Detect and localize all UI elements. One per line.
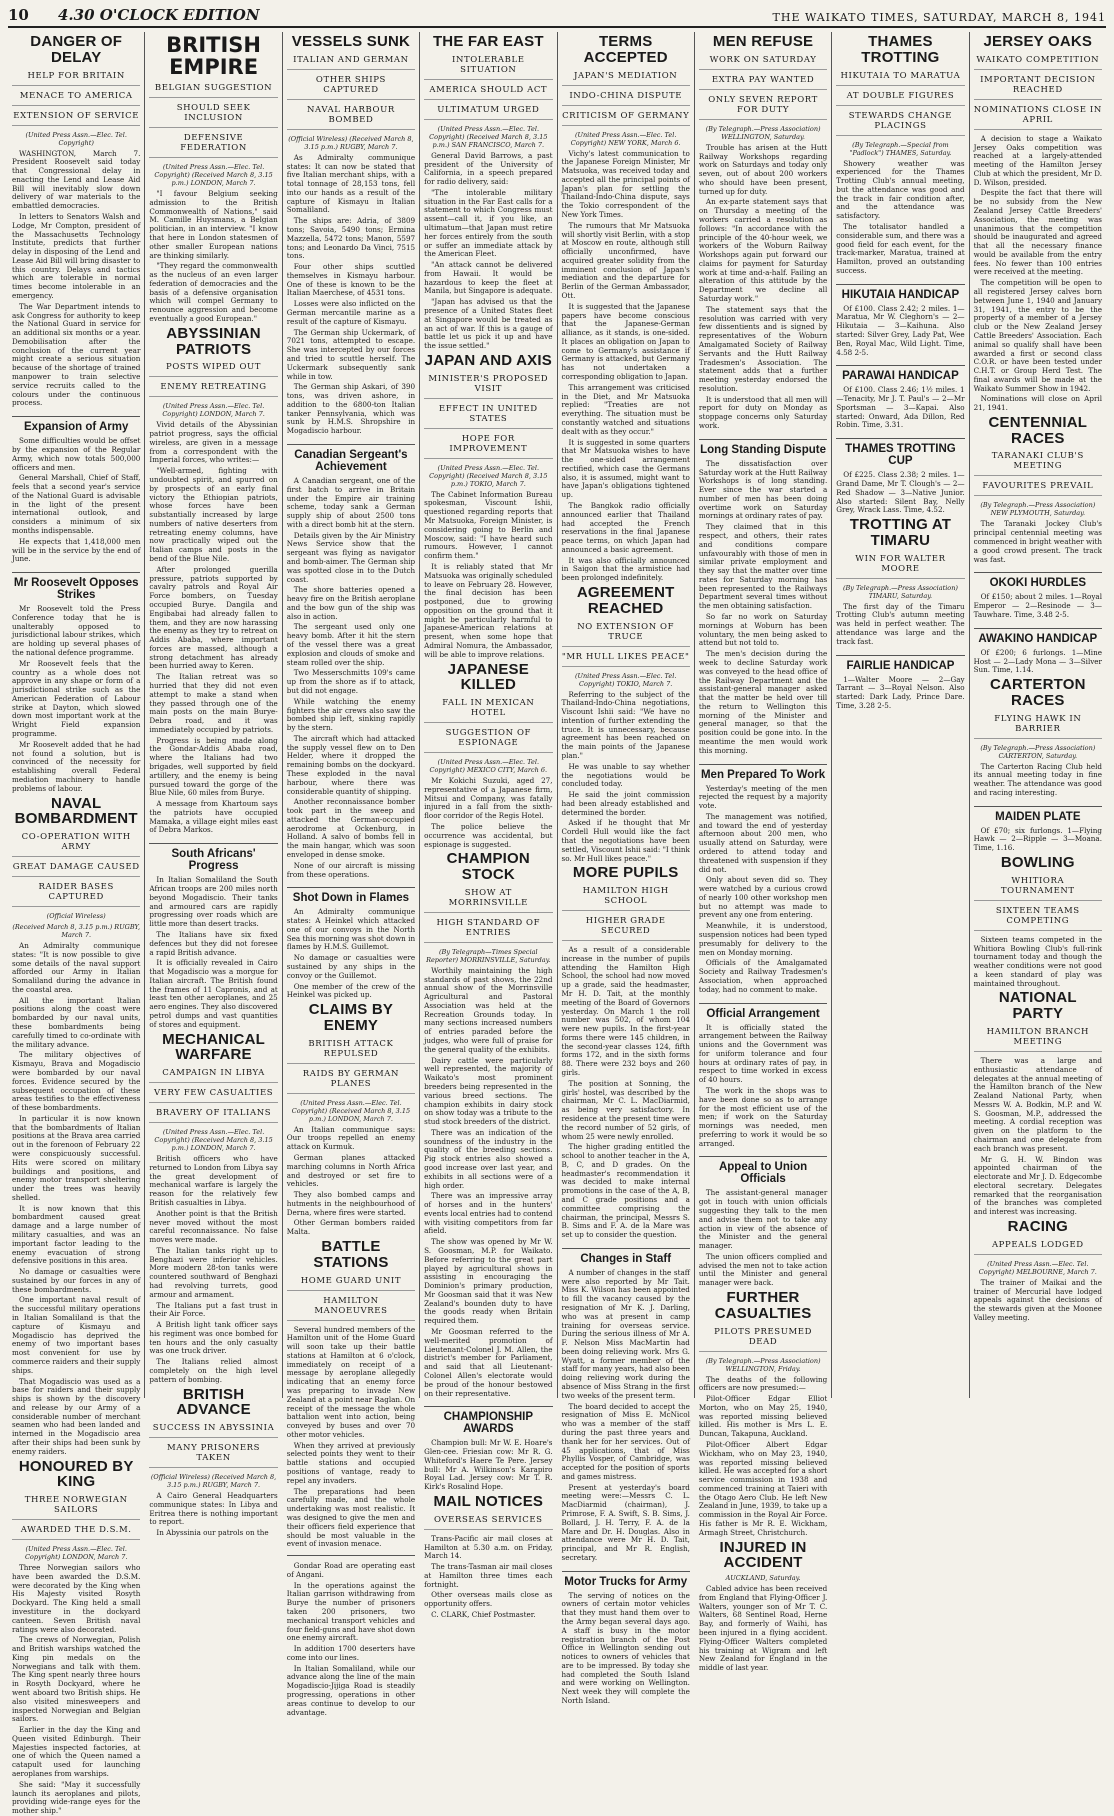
dateline-credit: (United Press Assn.—Elec. Tel. Copyright) (Received March 8, 3.15 p.m.) TOKIO, March 7. [429, 463, 548, 488]
subheadline: SHOULD SEEK INCLUSION [149, 103, 277, 128]
section-heading: MAIDEN PLATE [974, 806, 1102, 823]
article-paragraph: Yesterday's meeting of the men rejected the request by a majority vote. [698, 783, 828, 811]
article-paragraph: The German ship Uckermark, of 7021 tons, attempted to escape. She was intercepted by our forces and tried to scuttle herself. The Uckermark subsequently sank while in tow. [286, 327, 416, 381]
article-paragraph: The Cabinet Information Bureau spokesman, Viscount Ishii, questioned regarding reports that Mr Matsuoka, Foreign Minister, is considering going to Berlin and Moscow, said: "I have heard such rumours. However, I cannot confirm them." [424, 489, 553, 561]
dateline-credit: (By Telegraph.—Special from "Padlock") THAMES, Saturday. [849, 140, 952, 157]
article-paragraph: The sergeant used only one heavy bomb. After it hit the stern of the vessel there was a great explosion and clouds of smoke and steam rolled over the ship. [286, 622, 416, 667]
subheadline: NOMINATIONS CLOSE IN APRIL [974, 105, 1102, 130]
article-paragraph: The higher grading entitled the school to another teacher in the A, B, C, and D grades. On the headmaster's recommendation it was decided to make internal promotions in the case of the A, B, and C grade positions and a committee comprising the chairman, the principal, Messrs S. B. Sims and F. A. de la Mare was set up to consider the question. [561, 1142, 690, 1240]
section-heading: Appeal to Union Officials [699, 1156, 827, 1185]
dateline-credit: (By Telegraph—Times Special Reporter) MORRINSVILLE, Saturday. [426, 947, 551, 964]
article-paragraph: "Well-armed, fighting with undoubted spirit, and spurred on by prospects of an early final victory the Ethiopian patriots, whose forces have been substantially increased by large numbers of native deserters from retreating enemy columns, have now practically wiped out the Italian camps and posts in the bend of the Blue Nile. [149, 466, 278, 564]
article-paragraph: In Italian Somaliland, while our advance along the line of the main Mogadiscio-Jijiga Road is steadily progressing, operations in other areas continue to develop to our advantage. [286, 1663, 416, 1717]
article-paragraph: The show was opened by Mr W. S. Goosman, M.P. for Waikato. Before referring to the great part played by agricultural shows in assisting in encouraging the Dominion's primary production, Mr Goosman said that it was New Zealand's bounden duty to have the goods ready when Britain required them. [424, 1237, 553, 1326]
subheadline: WIN FOR WALTER MOORE [836, 554, 964, 579]
article-paragraph: The statement says that the resolution was carried with very few dissentients and is signed by representatives of the Woburn Amalgamated Society of Railway Servants and the Hutt Railway Tradesmen's Association. The statement adds that a further meeting yesterday endorsed the resolution. [698, 304, 828, 393]
headline: CLAIMS BY ENEMY [308, 1001, 394, 1034]
subheadline: HIGHER GRADE SECURED [562, 916, 690, 941]
headline: INJURED IN ACCIDENT [719, 1538, 807, 1572]
headline: THAMES TROTTING [861, 33, 940, 66]
subheadline: SUCCESS IN ABYSSINIA [149, 1423, 277, 1438]
article-paragraph: He was unable to say whether the negotiations would be concluded today. [561, 761, 690, 789]
article-paragraph: There was an impressive array of horses and in the hunters' events local entries had to contend with visiting competitors from far afield. [424, 1191, 553, 1236]
article-paragraph: The union officers complied and advised the men not to take action until the Minister and general manager were back. [698, 1251, 828, 1288]
article-paragraph: She said: "May it successfully launch its aeroplanes and pilots, providing wide-range eyes for the mother ship." [12, 1779, 141, 1816]
article-paragraph: There was an indication of the soundness of the industry in the quality of the breeding sections. Pig stock entries also showed a good increase over last year, and exhibits in all sections were of a high order. [424, 1127, 553, 1190]
subheadline: AMERICA SHOULD ACT [424, 85, 552, 100]
subheadline: HOPE FOR IMPROVEMENT [424, 434, 552, 459]
article-paragraph: The trainer of Maikai and the trainer of Mercurial have lodged appeals against the decisions of the stewards given at the Moonee Valley meeting. [973, 1277, 1102, 1322]
article-paragraph: Of £70; six furlongs. 1—Flying Hawk — 2—Ripple — 3—Moana. Time, 1.16. [973, 825, 1102, 853]
article-paragraph: They claimed that in this respect, and others, their rates and conditions compare unfavourably with those of men in similar private employment and they say that the matter over time rates for Saturday morning has been represented to the Railways Department several times without the men obtaining satisfaction. [698, 522, 828, 611]
article-paragraph: Vichy's latest communication to the Japanese Foreign Minister, Mr Matsuoka, was received today and accepted all the principal points of Japan's plan for settling the Thailand-Indo-China dispute, says the Tokio correspondent of the New York Times. [561, 148, 690, 219]
article-paragraph: The dissatisfaction over Saturday work at the Hutt Railway Workshops is of long standing. Ever since the war started a number of men has been doing overtime work on Saturday mornings at ordinary rates of pay. [698, 458, 828, 521]
article-paragraph: They also bombed camps and hutments in the neighbourhood of Derna, where fires were started. [286, 1190, 416, 1217]
subheadline: SUGGESTION OF ESPIONAGE [424, 728, 552, 753]
section-heading: Changes in Staff [562, 1248, 690, 1265]
subheadline: ITALIAN AND GERMAN [287, 55, 415, 70]
subheadline: "MR HULL LIKES PEACE" [562, 652, 690, 667]
article-paragraph: None of our aircraft is missing from these operations. [286, 860, 416, 879]
subheadline: OVERSEAS SERVICES [424, 1515, 552, 1530]
article-paragraph: Progress is being made along the Gondar-Addis Ababa road, where the Italians had two brigades, well supported by field artillery, and the enemy is being pursued toward the gorge of the Blue Nile, 60 miles from Burye. [149, 735, 278, 798]
dateline-credit: (Official Wireless) (Received March 8, 3.15 p.m.) RUGBY, March 7. [288, 134, 414, 151]
subheadline: EXTRA PAY WANTED [699, 75, 827, 90]
article-paragraph: Pilot-Officer Albert Edgar Wickham, who on May 23, 1940, was reported missing believed killed. He was accepted for a short service commission in 1938 and commenced training at Taieri with the Otago Aero Club. He left New Zealand in June, 1939, to take up a commission in the Royal Air Force. His father is Mr R. E. Wickham, Armagh Street, Christchurch. [698, 1440, 828, 1537]
article-paragraph: No damage or casualties were sustained by our forces in any of these bombardments. [12, 1267, 141, 1294]
article-paragraph: "An attack cannot be delivered from Hawaii. It would be hazardous to keep the fleet at Manila, but Singapore is adequate. [424, 260, 553, 296]
column-1 [8, 32, 145, 1816]
column-8 [970, 32, 1106, 1398]
article-paragraph: Four other ships scuttled themselves in Kismayu harbour. One of these is known to be the Italian Maerchese, of 4531 tons. [286, 262, 416, 298]
article-paragraph: The Italians relied almost completely on the high level pattern of bombing. [149, 1357, 278, 1384]
article-paragraph: The Carterton Racing Club held its annual meeting today in fine weather. The attendance was good and racing interesting. [973, 761, 1102, 797]
article-paragraph: When they arrived at previously selected points they went to their battle stations and occupied positions of vantage, ready to repel any invaders. [286, 1440, 416, 1485]
subheadline: INDO-CHINA DISPUTE [562, 91, 690, 106]
article-paragraph: That Mogadiscio was used as a base for raiders and their supply ships is shown by the discovery and release by our Army of a considerable number of merchant seamen who had been landed and interned in the Mogadiscio area after their ships had been sunk by enemy raiders. [12, 1376, 141, 1456]
headline: ABYSSINIAN PATRIOTS [166, 324, 261, 358]
article-paragraph: Details given by the Air Ministry News Service show that the sergeant was flying as navigator and bomb-aimer. The German ship was spotted close in to the Dutch coast. [286, 530, 416, 584]
subheadline: OTHER SHIPS CAPTURED [287, 75, 415, 100]
section-heading: AWAKINO HANDICAP [974, 628, 1102, 645]
article-paragraph: Of £150; about 2 miles. 1—Royal Emperor — 2—Resinode — 3—Tauwhare. Time, 3.48 2-5. [973, 592, 1102, 619]
subheadline: HIGH STANDARD OF ENTRIES [424, 918, 552, 943]
article-paragraph: The rumours that Mr Matsuoka will shortly visit Berlin, with a stop at Moscow en route, although still officially unconfirmed, have acquired greater solidity from the imminent conclusion of Japan's mediation and the departure for Berlin of the German Ambassador, Ott. [561, 220, 690, 300]
dateline-credit: (United Press Assn.—Elec. Tel. Copyright) [25, 130, 127, 147]
subheadline: ONLY SEVEN REPORT FOR DUTY [699, 95, 827, 120]
article-paragraph: A Canadian sergeant, one of the first batch to arrive in Britain under the Empire air training scheme, today sank a German supply ship of about 2500 tons with a direct bomb hit at the stern. [286, 475, 416, 529]
headline: DANGER OF DELAY [30, 33, 123, 66]
article-paragraph: It was also officially announced in Saigon that the armistice had been prolonged indefinitely. [561, 555, 690, 583]
subheadline: ULTIMATUM URGED [424, 105, 552, 120]
article-paragraph: British officers who have returned to London from Libya say the great development of mechanical warfare is largely the reason for the relatively few British casualties in Libya. [149, 1154, 278, 1207]
article-paragraph: Some difficulties would be offset by the expansion of the Regular Army, which now totals 500,000 officers and men. [12, 436, 141, 472]
article-paragraph: Meanwhile, it is understood, suspension notices had been typed presumably for delivery to the men on Monday morning. [698, 921, 828, 957]
article-paragraph: The crews of Norwegian, Polish and British warships watched the King pin medals on the Norwegians and talk with them. The King spent nearly three hours in Rosyth Dockyard, where he went aboard two British ships. He also visited minesweepers and inspected Norwegian and Belgian sailors. [12, 1635, 141, 1724]
subheadline: FLYING HAWK IN BARRIER [974, 714, 1102, 739]
subheadline: WHITIORA TOURNAMENT [974, 876, 1102, 901]
dateline-credit: (United Press Assn.—Elec. Tel. Copyright) NEW YORK, March 6. [570, 130, 681, 147]
article-paragraph: In the operations against the Italian garrison withdrawing from Burye the number of prisoners taken 200 prisoners, two mechanical transport vehicles and four field-guns and have shot down one enemy aircraft. [286, 1580, 416, 1643]
subheadline: MINISTER'S PROPOSED VISIT [424, 374, 552, 399]
article-paragraph: "They regard the commonwealth as the nucleus of an even larger federation of democracies and the basis of a defensive organisation which will compel Germany to renounce aggression and become eventually a good European." [149, 261, 278, 324]
section-heading: Long Standing Dispute [699, 439, 827, 456]
article-paragraph: Other German bombers raided Malta. [286, 1218, 416, 1237]
article-paragraph: Trans-Pacific air mail closes at Hamilton at 5.30 a.m. on Friday, March 14. [424, 1533, 553, 1561]
article-paragraph: Several hundred members of the Hamilton unit of the Home Guard will soon take up their battle stations at Hamilton at 6 o'clock, immediately on receipt of a message by aeroplane allegedly indicating that an enemy force was preparing to invade New Zealand at a point near Raglan. On receipt of the message the whole battalion went into action, being conveyed by buses and over 70 other motor vehicles. [286, 1324, 416, 1439]
article-paragraph: It is suggested that the Japanese papers have become conscious that the Japanese-German alliance, as it stands, is one-sided. It places an obligation on Japan to come to Germany's assistance if Germany is attacked, but Germany has not undertaken a corresponding obligation to Japan. [561, 301, 690, 382]
headline: MAIL NOTICES [433, 1492, 544, 1510]
article-paragraph: The Italians have six fixed defences but they did not foresee a rapid British advance. [149, 929, 278, 957]
section-heading: FAIRLIE HANDICAP [836, 655, 964, 672]
headline: JAPAN AND AXIS [424, 351, 552, 369]
edition-title: 4.30 O'CLOCK EDITION [58, 6, 260, 24]
article-paragraph: The men's decision during the week to decline Saturday work was conveyed to the head office of the Railway Department and the assistant-general manager asked that the matter be held over till the return to Wellington this morning of the Minister and general manager, so that the position could be gone into. In the meantime the men would work this morning. [698, 649, 828, 755]
article-paragraph: An Italian communique says: Our troops repelled an enemy attack on Kurmuk. [286, 1124, 416, 1152]
subheadline: STEWARDS CHANGE PLACINGS [836, 111, 964, 136]
subheadline: POSTS WIPED OUT [149, 362, 277, 377]
subheadline: TARANAKI CLUB'S MEETING [974, 451, 1102, 476]
article-paragraph: Two Messerschmitts 109's came up from the shore as if to attack, but did not engage. [286, 668, 416, 695]
article-paragraph: The aircraft which had attacked the supply vessel flew on to Den Helder, where it dropped the remaining bombs on the dockyard. These exploded in the naval harbour, where there was considerable quantity of shipping. [286, 733, 416, 796]
headline: TROTTING AT TIMARU [849, 516, 952, 549]
headline: RACING [1007, 1218, 1068, 1236]
article-paragraph: WASHINGTON, March 7. President Roosevelt said today that Congressional delay in enacting the Lend and Lease Aid Bill will inevitably slow down delivery of war materials to the embattled democracies. [12, 148, 141, 211]
dateline-credit: (United Press Assn.—Elec. Tel. Copyright) LONDON, March 7. [24, 1545, 128, 1562]
article-paragraph: Despite the fact that there will be no subsidy from the New Zealand Jersey Cattle Breeders' Association, the meeting was unanimous that the competition should be inaugurated and agreed that all the necessary finance would be available from the entry fees. No fewer than 100 entries were received at the meeting. [973, 188, 1102, 277]
article-paragraph: Mr Roosevelt added that he had not found a solution, but is convinced of the necessity for establishing overall Federal mediation machinery to handle problems of labour. [12, 739, 141, 793]
article-paragraph: It is understood that all men will report for duty on Monday as stoppage concerns only Saturday work. [698, 394, 828, 430]
section-heading: Mr Roosevelt Opposes Strikes [12, 572, 140, 601]
article-paragraph: General Marshall, Chief of Staff, feels that a second year's service of the National Guard is advisable in the light of the present international outlook, and considers a minimum of six months indispensable. [12, 473, 141, 535]
article-paragraph: Dairy cattle were particularly well represented, the majority of Waikato's most prominent breeders being represented in the various breed sections. The champion exhibits in dairy stock on show today was a tribute to the stud stock breeders of the district. [424, 1055, 553, 1127]
dateline-credit: (By Telegraph.—Press Association) CARTERTON, Saturday. [980, 743, 1096, 760]
subheadline: RAIDER BASES CAPTURED [12, 882, 140, 907]
headline: AGREEMENT REACHED [576, 584, 675, 617]
article-paragraph: Earlier in the day the King and Queen visited Edinburgh. Their Majesties inspected factories, at one of which the Queen named a catapult used for launching aeroplanes from warships. [12, 1725, 141, 1778]
article-paragraph: An Admiralty communique states: A Heinkel which attacked one of our convoys in the North Sea this morning was shot down in flames by H.M.S. Guillemot. [286, 907, 416, 952]
subheadline: AT DOUBLE FIGURES [836, 91, 964, 106]
headline: MEN REFUSE [712, 33, 814, 50]
subheadline: HAMILTON HIGH SCHOOL [562, 886, 690, 911]
article-paragraph: Gondar Road are operating east of Angani. [286, 1561, 416, 1579]
subheadline: FAVOURITES PREVAIL [974, 481, 1102, 496]
article-paragraph: A Cairo General Headquarters communique states: In Libya and Eritrea there is nothing important to report. [149, 1491, 278, 1527]
article-paragraph: A number of changes in the staff were also reported by Mr Tait. Miss K. Wilson has been appointed to fill the vacancy caused by the resignation of Mr K. J. Darling, who was at present in camp training for overseas service. During the serious illness of Mr A. F. Nelson Miss MacMartin had been doing relieving work. Mrs G. Wyatt, a former member of the staff for many years, had also been doing relieving work during the absence of Miss Strang in the first two weeks of the present term. [561, 1267, 690, 1400]
article-paragraph: So far no work on Saturday mornings at Woburn has been voluntary, the men being asked to attend but not told to. [698, 612, 828, 648]
section-heading: Canadian Sergeant's Achievement [287, 444, 415, 473]
subheadline: VERY FEW CASUALTIES [149, 1088, 277, 1103]
article-paragraph: While watching the enemy fighters the air crews also saw the bombed ship left, sinking rapidly by the stern. [286, 696, 416, 733]
article-paragraph: Mr Roosevelt told the Press Conference today that he is unalterably opposed to jurisdictional labour strikes, which are holding up several phases of the national defence programme. [12, 604, 141, 657]
subheadline: WORK ON SATURDAY [699, 55, 827, 70]
article-paragraph: An Admiralty communique states: "It is now possible to give some details of the naval support afforded our Army in Italian Somaliland during the advance in the coastal area. [12, 941, 141, 994]
headline: JERSEY OAKS [983, 33, 1093, 50]
article-paragraph: Losses were also inflicted on the German mercantile marine as a result of the capture of Kismayu. [286, 299, 416, 326]
article-paragraph: The competition will be open to all registered Jersey calves born between June 1, 1940 and January 31, 1941, the entry to be the property of a member of a Jersey club or the New Zealand Jersey Cattle Breeders' Association. Each animal so qualify shall have been awarded a first or second class C.O.R. or have been tested under C.H.T. or Group Herd Test. The final awards will be made at the Waikato Summer Show in 1942. [973, 278, 1102, 393]
section-heading: Official Arrangement [699, 1003, 827, 1020]
column-7 [832, 32, 969, 1398]
subheadline: SHOW AT MORRINSVILLE [424, 888, 552, 913]
article-paragraph: The preparations had been carefully made, and the whole undertaking was most realistic. It was designed to give the men and their officers field experience that should be most valuable in the event of invasion menace. [286, 1486, 416, 1549]
article-paragraph: An ex-parte statement says that on Thursday a meeting of the workers carried a resolution as follows: "In accordance with the principle of the 40-hour week, we workers of the Woburn Railway Workshops again put forward our claims for payment for Saturday work at time and-a-half. Failing an alteration of this attitude by the Department we decline all Saturday work." [698, 197, 828, 304]
article-paragraph: The management was notified, and toward the end of yesterday afternoon about 200 men, who usually attend on Saturday, were ordered to attend today and threatened with suspension if they did not. [698, 811, 828, 874]
subheadline: PILOTS PRESUMED DEAD [699, 1327, 827, 1352]
article-paragraph: Three Norwegian sailors who have been awarded the D.S.M. were decorated by the King when His Majesty visited Rosyth Dockyard. The King held a small investiture in the dockyard canteen. Seven British naval ratings were also decorated. [12, 1563, 141, 1634]
article-paragraph: Mr Goosman referred to the well-merited promotion of Lieutenant-Colonel J. M. Allen, the district's member for Parliament, and said that all Lieutenant-Colonel Allen's electorate would be proud of the honour bestowed on their representative. [424, 1327, 553, 1398]
dateline-credit: (United Press Assn.—Elec. Tel. Copyright) (Received March 8, 3.15 p.m.) LONDON, March 7. [154, 1128, 273, 1153]
article-paragraph: The military objectives of Kismayu, Brava and Mogadiscio were bombarded by our naval forces. Evidence secured by the subsequent occupation of these areas testifies to the effectiveness of these bombardments. [12, 1050, 141, 1113]
dateline-credit: (United Press Assn.—Elec. Tel. Copyright) (Received March 8, 3.15 p.m.) SAN FRANCISCO, March 7. [429, 124, 548, 149]
column-2 [145, 32, 282, 1538]
article-paragraph: A British light tank officer says his regiment was once bombed for ten hours and the only casualty was one truck driver. [149, 1320, 278, 1356]
subheadline: DEFENSIVE FEDERATION [149, 133, 277, 158]
masthead [8, 6, 1106, 28]
subheadline: MENACE TO AMERICA [12, 91, 140, 106]
article-paragraph: No damage or casualties were sustained by any ships in the convoy or the Guillemot. [286, 953, 416, 980]
article-paragraph: Of £100. Class 2.46; 1½ miles. 1—Tenacity, Mr J. T. Paul's — 2—Mr Sportsman — 3—Kapai. Also started: Onward, Ada Dillon, Red Robin. Time, 3.31. [836, 385, 965, 430]
subheadline: GREAT DAMAGE CAUSED [12, 862, 140, 877]
section-heading: THAMES TROTTING CUP [836, 438, 964, 467]
dateline-credit: (By Telegraph.—Press Association) TIMARU, Saturday. [842, 583, 958, 600]
article-paragraph: In Abyssinia our patrols on the [156, 1528, 269, 1538]
dateline-credit: (United Press Assn.—Elec. Tel. Copyright) (Received March 8, 3.15 p.m.) LONDON, March 7. [154, 163, 273, 188]
subheadline: HAMILTON MANOEUVRES [287, 1296, 415, 1321]
article-paragraph: The Bangkok radio officially announced earlier that Thailand had accepted the French reservations in the final Japanese peace terms, on which Japan had announced a basic agreement. [561, 500, 690, 554]
headline: CENTENNIAL RACES [988, 413, 1088, 447]
dateline-credit: (By Telegraph.—Press Association) WELLINGTON, Saturday. [705, 124, 821, 141]
headline: THE FAR EAST [432, 33, 544, 50]
article-paragraph: Officials of the Amalgamated Society and Railway Tradesmen's Association, when approached today, had no comment to make. [698, 958, 828, 994]
article-paragraph: Vivid details of the Abyssinian patriot progress, says the official wireless, are given in a message from a correspondent with the Imperial forces, who writes:— [149, 420, 278, 465]
subheadline: BRITISH ATTACK REPULSED [287, 1039, 415, 1064]
subheadline: CRITICISM OF GERMANY [562, 111, 690, 126]
article-paragraph: In addition 1700 deserters have come into our lines. [286, 1644, 416, 1662]
article-paragraph: Referring to the subject of the Thailand-Indo-China negotiations, Viscount Ishii said: "We have no intention of further extending the truce. It is unnecessary, because agreement has been reached on the main points of the Japanese plan." [561, 689, 690, 760]
article-paragraph: One member of the crew of the Heinkel was picked up. [286, 981, 416, 1000]
section-heading: Shot Down in Flames [287, 887, 415, 904]
section-heading: HIKUTAIA HANDICAP [836, 284, 964, 301]
article-paragraph: The serving of notices on the owners of certain motor vehicles that they must hand them over to the Army began several days ago. A staff is busy in the motor registration branch of the Post Office in Wellington sending out notices to owners of vehicles that are to be impressed. By today she had completed the South Island and were working on Wellington. Next week they will complete the North Island. [561, 1590, 690, 1706]
subheadline: NAVAL HARBOUR BOMBED [287, 105, 415, 130]
article-paragraph: Nominations will close on April 21, 1941. [973, 394, 1102, 413]
article-paragraph: Cabled advice has been received from England that Flying-Officer J. Walters, younger son of Mr T. C. Walters, 68 Sentinel Road, Herne Bay, and formerly of Waihi, has been injured in a flying accident. Flying-Officer Walters completed his training at Wigram and left New Zealand for England in the middle of last year. [698, 1584, 828, 1673]
headline: TERMS ACCEPTED [583, 33, 668, 66]
article-paragraph: Another reconnaissance bomber took part in the sweep and attacked the German-occupied aerodrome at Ockenburg, in Holland. A salvo of bombs fell in the main hangar, which was soon enveloped in dense smoke. [286, 797, 416, 859]
article-paragraph: He expects that 1,418,000 men will be in the service by the end of June. [12, 536, 141, 564]
article-paragraph: Mr Kokichi Suzuki, aged 27, representative of a Japanese firm, Mitsui and Company, was fatally injured in a fall from the sixth-floor corridor of the Regis Hotel. [424, 776, 553, 821]
subheadline: THREE NORWEGIAN SAILORS [12, 1495, 140, 1520]
article-paragraph: It is now known that this bombardment caused great damage and a large number of military casualties, and was an important factor leading to the enemy evacuation of strong defensive positions in this area. [12, 1203, 141, 1266]
article-paragraph: Pilot-Officer Edgar Elliot Morton, who on May 25, 1940, was reported missing believed killed. His mother is Mrs L. E. Duncan, Takapuna, Auckland. [698, 1394, 828, 1439]
article-paragraph: C. CLARK, Chief Postmaster. [431, 1609, 536, 1619]
article-paragraph: "Japan has advised us that the presence of a United States fleet at Singapore would be treated as an act of war. If this is a gauge of battle let us pick it up and have the issue settled." [424, 297, 553, 351]
dateline-credit: (By Telegraph.—Press Association) NEW PLYMOUTH, Saturday. [980, 501, 1096, 518]
subheadline: WAIKATO COMPETITION [974, 55, 1102, 70]
article-paragraph: The deaths of the following officers are now presumed:— [698, 1374, 828, 1393]
article-paragraph: Sixteen teams competed in the Whitiora Bowling Club's full-rink tournament today and though the weather conditions were not good a keen standard of play was maintained throughout. [973, 934, 1102, 988]
subheadline: HIKUTAIA TO MARATUA [836, 71, 964, 86]
headline: NATIONAL PARTY [998, 989, 1077, 1023]
article-paragraph: As a result of a considerable increase in the number of pupils attending the Hamilton High School, the school had now moved up a grade, said the headmaster, Mr H. D. Tait, at the monthly meeting of the Board of Governors yesterday. On March 1 the roll number was 502, of whom 104 were new pupils. In the first-year forms there were 145 children, in the second-year classes 124, fifth forms 172, and in the sixth forms 88. There were 232 boys and 260 girls. [561, 945, 690, 1078]
article-paragraph: Of £225. Class 2.38; 2 miles. 1—Grand Dame, Mr T. Clough's — 2—Red Shadow — 3—Native Junior. Also started: Silent Bay, Nelly Grey, Wrack Lass. Time, 4.52. [836, 470, 965, 515]
article-paragraph: After prolonged guerilla pressure, patriots supported by cavalry patrols and Royal Air Force bombers, on Tuesday occupied Burye. Dangila and Engibabai had already fallen to them, and they are now harassing the enemy as they try to retreat on Addis Ababa, where important forces are massed, although a strong detachment has already been hurried away to Keren. [149, 564, 278, 671]
article-paragraph: Of £100. Class 2.42; 2 miles. 1—Maratua, Mr W. Cleghorn's — 2—Hikutaia — 3—Kaihuna. Also started: Silver Grey, Lady Pat, Wee Ben, Royal Mac, Wild Light. Time, 4.58 2-5. [836, 303, 965, 357]
subheadline: IMPORTANT DECISION REACHED [974, 75, 1102, 100]
article-paragraph: The Italians put a fast trust in their Air Force. [149, 1300, 278, 1319]
article-paragraph: The board decided to accept the resignation of Miss E. McNicol who was a member of the staff during the past three years and thank her for her services. Out of 45 applications, that of Miss Phyllis Vosper, of Cambridge, was accepted for the position of sports and games mistress. [561, 1401, 690, 1481]
article-paragraph: One important naval result of the successful military operations in Italian Somaliland is that the capture of Kismayu and Mogadiscio has deprived the enemy of two important bases most convenient for use by commerce raiders and their supply ships. [12, 1295, 141, 1375]
subheadline: RAIDS BY GERMAN PLANES [287, 1069, 415, 1094]
article-paragraph: It is officially revealed in Cairo that Mogadiscio was a morgue for Italian aircraft. The British found the frames of 11 Capronis, and at least ten other aeroplanes, and 25 aero engines. They also discovered petrol dumps and vast quantities of stores and equipment. [149, 958, 278, 1029]
article-paragraph: Other overseas mails close as opportunity offers. [424, 1590, 553, 1609]
headline: MECHANICAL WARFARE [162, 1030, 265, 1064]
article-paragraph: This arrangement was criticised in the Diet, and Mr Matsuoka replied: "Treaties are not everything. The situation must be constantly watched and situations dealt with as they occur." [561, 382, 690, 436]
subheadline: ENEMY RETREATING [149, 382, 277, 397]
dateline-credit: (United Press Assn.—Elec. Tel. Copyright) LONDON, March 7. [162, 402, 265, 419]
article-paragraph: The shore batteries opened a heavy fire on the British aeroplane and the bow gun of the ship was also in action. [286, 585, 416, 621]
subheadline: EXTENSION OF SERVICE [12, 111, 140, 126]
section-heading: Men Prepared To Work [699, 764, 827, 781]
dateline-credit: (Official Wireless) (Received March 8, 3.15 p.m.) RUGBY, March 7. [150, 1473, 277, 1490]
dateline-credit: (United Press Assn.—Elec. Tel. Copyright) (Received March 8, 3.15 p.m.) LONDON, March 7. [291, 1098, 411, 1123]
article-paragraph: All the important Italian positions along the coast were bombarded by our naval units, these bombardments being carefully timed to co-ordinate with the military advance. [12, 995, 141, 1049]
headline: CARTERTON RACES [989, 676, 1086, 709]
subheadline: HOME GUARD UNIT [287, 1276, 415, 1291]
article-paragraph: The first day of the Timaru Trotting Club's autumn meeting was held in perfect weather. The attendance was large and the track fast. [836, 601, 965, 646]
article-paragraph: In letters to Senators Walsh and Lodge, Mr Compton, president of the Massachusetts Technology Institute, predicts that further delay in disposing of the Lend and Lease Aid Bill will bring disaster to this country. Delays and tactics which are tolerable in normal times become intolerable in an emergency. [12, 211, 141, 300]
section-heading: PARAWAI HANDICAP [836, 365, 964, 382]
article-paragraph: It is suggested in some quarters that Mr Matsuoka wishes to have the one-sided arrangement rectified, which case the Germans also, it is assumed, might want to have Japan's obligations tightened up. [561, 437, 690, 500]
subheadline: HELP FOR BRITAIN [12, 71, 140, 86]
headline: BRITISH ADVANCE [176, 1385, 251, 1419]
subheadline: CO-OPERATION WITH ARMY [12, 832, 140, 857]
article-paragraph: The Taranaki Jockey Club's principal centennial meeting was commenced in bright weather with a good crowd present. The track was fast. [973, 519, 1102, 564]
article-paragraph: In particular it is now known that the bombardments of Italian positions at the Brava area carried out in the forenoon of February 22 were conspicuously successful. Hits were scored on military buildings and positions, and enemy motor transport sheltering under the trees was heavily shelled. [12, 1113, 141, 1202]
headline: MORE PUPILS [572, 864, 679, 882]
article-paragraph: The Italian retreat was so hurried that they did not even attempt to make a stand when they passed through one of the main posts on the main Burye-Debra road, and it was immediately occupied by patriots. [149, 672, 278, 734]
article-paragraph: "I favour Belgium seeking admission to the British Commonwealth of Nations," said M. Camille Huysmans, a Belgian politician, in an interview. "I know that here in London statesmen of other smaller European nations are thinking similarly. [149, 189, 278, 260]
subheadline: NO EXTENSION OF TRUCE [562, 622, 690, 647]
article-paragraph: Only about seven did so. They were watched by a curious crowd of nearly 100 other workshop men but no attempt was made to prevent any one from entering. [698, 875, 828, 920]
article-paragraph: The police believe the occurrence was accidental, but espionage is suggested. [424, 821, 553, 849]
article-paragraph: The work in the shops was to have been done so as to arrange for the most efficient use of the men; if work on the Saturday mornings was needed, men preferring to work it would be so arranged. [698, 1085, 828, 1148]
column-3 [283, 32, 420, 1717]
headline: BRITISH EMPIRE [166, 33, 261, 80]
section-heading: OKOKI HURDLES [974, 572, 1102, 589]
subheadline: BELGIAN SUGGESTION [149, 83, 277, 98]
section-heading: Expansion of Army [12, 416, 140, 433]
article-paragraph: The German ship Askari, of 390 tons, was driven ashore, in addition to the 6800-ton Italian tanker Pennsylvania, which was sunk by H.M.S. Shropshire in Mogadiscio harbour. [286, 382, 416, 436]
subheadline: AWARDED THE D.S.M. [12, 1525, 140, 1540]
headline: VESSELS SUNK [291, 33, 411, 50]
dateline-credit: AUCKLAND, Saturday. [725, 1574, 801, 1583]
subheadline: EFFECT IN UNITED STATES [424, 404, 552, 429]
article-paragraph: A decision to stage a Waikato Jersey Oaks competition was reached at a largely-attended meeting of the Hamilton Jersey Club at which the president, Mr D. D. Wilson, presided. [973, 133, 1102, 187]
headline: CHAMPION STOCK [446, 850, 530, 884]
article-paragraph: The assistant-general manager got in touch with union officials suggesting they talk to the men and advise them not to take any action in view of the absence of the Minister and the general manager. [698, 1188, 828, 1251]
article-paragraph: Champion bull: Mr W. E. Hoare's Glen-cee. Friesian cow: Mr R. G. Whiteford's Haere Te Pere. Jersey bull: Mr A. Wilkinson's Karapiro Royal Lad. Jersey cow: Mr T. R. Kirk's Rosalind Hope. [424, 1438, 553, 1492]
article-paragraph: In Italian Somaliland the South African troops are 200 miles north beyond Mogadiscio. Their tanks and armoured cars are rapidly progressing over roads which are little more than desert tracks. [149, 875, 278, 929]
subheadline: APPEALS LODGED [974, 1240, 1102, 1255]
headline: JAPANESE KILLED [447, 660, 529, 694]
article-paragraph: Showery weather was experienced for the Thames Trotting Club's annual meeting, but the attendance was good and the track in fair condition after, and the attendance was satisfactory. [836, 158, 965, 221]
article-paragraph: General David Barrows, a past president of the University of California, in a speech prepared for radio delivery, said: [424, 150, 553, 187]
subheadline: FALL IN MEXICAN HOTEL [424, 698, 552, 723]
article-paragraph: The trans-Tasman air mail closes at Hamilton three times each fortnight. [424, 1562, 553, 1589]
article-paragraph: Asked if he thought that Mr Cordell Hull would like the fact that the negotiations have been settled, Viscount Ishii said: "I think so. Mr Hull likes peace." [561, 818, 690, 863]
article-paragraph: Worthily maintaining the high standards of past shows, the 22nd annual show of the Morrinsville Agricultural and Pastoral Association was held at the Recreation Grounds today. In many sections increased numbers of entries paraded before the judges, who were full of praise for the general quality of the exhibits. [424, 965, 553, 1054]
dateline-credit: (United Press Assn.—Elec. Tel. Copyright) TOKIO, March 7. [574, 671, 677, 688]
article-paragraph: Of £200; 6 furlongs. 1—Mine Host — 2—Lady Mona — 3—Silver Sun. Time, 1.14. [973, 647, 1102, 675]
headline: FURTHER CASUALTIES [714, 1289, 812, 1322]
subheadline: BRAVERY OF ITALIANS [149, 1108, 277, 1123]
subheadline: INTOLERABLE SITUATION [424, 55, 552, 80]
section-heading: Motor Trucks for Army [562, 1571, 690, 1588]
article-paragraph: 1—Walter Moore — 2—Gay Tarrant — 3—Royal Nelson. Also started: Dark Lady, Prince Dare. Time, 3.28 2-5. [836, 674, 965, 710]
article-paragraph: There was a large and enthusiastic attendance of delegates at the annual meeting of the Hamilton branch of the New Zealand National Party, when Messrs W. A. Bodkin, M.P. and W. S. Goosman, M.P., addressed the meeting. A cordial reception was given on the platform to the chairman and one delegate from each branch was present. [973, 1055, 1102, 1153]
article-paragraph: Trouble has arisen at the Hutt Railway Workshops regarding work on Saturdays and today only seven, out of about 200 workers who should have been present, turned up for duty. [698, 142, 828, 196]
article-paragraph: Mr Roosevelt feels that the country as a whole does not approve in any shape or form of a jurisdictional strike such as the American Federation of Labour strike at Dayton, which slowed down most important work at the Wright Field expansion programme. [12, 658, 141, 739]
column-rule [287, 1555, 415, 1556]
column-5 [558, 32, 695, 1706]
article-paragraph: Present at yesterday's board meeting were:—Messrs C. L. MacDiarmid (chairman), J. Primrose, F. A. Swift, S. B. Sims, J. Bollard, J. H. Terry, F. A. de la Mare and Dr. H. Douglas. Also in attendance were Mr H. D. Tait, principal, and Mr R. English, secretary. [561, 1482, 690, 1562]
subheadline: CAMPAIGN IN LIBYA [149, 1068, 277, 1083]
subheadline: MANY PRISONERS TAKEN [149, 1443, 277, 1468]
dateline-credit: (Official Wireless) [46, 912, 106, 920]
article-paragraph: The ships are: Adria, of 3809 tons; Savoia, 5490 tons; Ermina Mazzella, 5472 tons; Manon, 5597 tons; and Leonardo Da Vinci, 7515 tons. [286, 216, 416, 261]
article-paragraph: The position at Sonning, the girls' hostel, was described by the chairman, Mr C. L. MacDiarmid, as being very satisfactory. In residence at the present time were the record number of 52 girls, of whom 25 were newly enrolled. [561, 1078, 690, 1141]
article-paragraph: Mr G. H. W. Bindon was appointed chairman of the electorate and Mr J. D. Edgecombe electoral secretary. Delegates remarked that the reorganisation of the branches was completed and interest was increasing. [973, 1154, 1102, 1217]
paper-dateline: THE WAIKATO TIMES, SATURDAY, MARCH 8, 1941 [772, 11, 1106, 24]
page-number: 10 [8, 6, 29, 24]
headline: BOWLING [1000, 854, 1075, 872]
article-paragraph: "The intolerable military situation in the Far East calls for a statement to which Congress must assent—call it, if you like, an ultimatum—that Japan must retire her forces entirely from the south or suffer an immediate attack by the American Fleet. [424, 187, 553, 259]
article-paragraph: It is officially stated the arrangement between the Railway unions and the Government was for uniform tolerance and four hours at ordinary rates of pay, in respect to time worked in excess of 40 hours. [698, 1022, 828, 1085]
dateline-credit: (United Press Assn.—Elec. Tel. Copyright) MELBOURNE, March 7. [978, 1259, 1097, 1276]
dateline-credit: (By Telegraph.—Press Association) WELLINGTON, Friday. [705, 1356, 821, 1373]
subheadline: JAPAN'S MEDIATION [562, 71, 690, 86]
article-paragraph: As Admiralty communique states: It can now be stated that five Italian merchant ships, with a total tonnage of 28,153 tons, fell into our hands as a result of the capture of Kismayu in Italian Somaliland. [286, 152, 416, 215]
section-heading: CHAMPIONSHIP AWARDS [424, 1406, 552, 1435]
column-6 [695, 32, 832, 1673]
article-paragraph: The totalisator handled a considerable sum, and there was a good field for each event, for the track-marker, Maratua, trained at Hamilton, proved an outstanding success. [836, 221, 965, 275]
subheadline: SIXTEEN TEAMS COMPETING [974, 906, 1102, 931]
article-paragraph: The War Department intends to ask Congress for authority to keep the National Guard in service for an additional six months or a year. Demobilisation after the conclusion of the current year might create a serious situation because of the shortage of trained manpower to train selective service recruits called to the colours under the continuous process. [12, 301, 141, 408]
article-paragraph: Another point is that the British never moved without the most careful reconnaissance. No false moves were made. [149, 1208, 278, 1245]
dateline-credit: (Received March 8, 3.15 p.m.) RUGBY, March 7. [12, 923, 141, 939]
section-heading: South Africans' Progress [149, 843, 277, 872]
article-paragraph: A message from Khartoum says the patriots have occupied Mamaka, a village eight miles east of Debra Markos. [149, 799, 278, 835]
article-paragraph: The Italian tanks right up to Benghazi were inferior vehicles. More modern 28-ton tanks were countered southward of Benghazi had revolving turrets, good armour and armament. [149, 1245, 278, 1299]
headline: BATTLE STATIONS [313, 1238, 389, 1271]
columns [8, 32, 1106, 1816]
article-paragraph: German planes attacked marching columns in North Africa and destroyed or set fire to vehicles. [286, 1153, 416, 1189]
headline: HONOURED BY KING [18, 1457, 134, 1491]
article-paragraph: It is reliably stated that Mr Matsuoka was originally scheduled to leave on February 28. However, the final decision has been postponed, due to growing opposition on the ground that it might be particularly harmful to Japanese-American relations at present, when some hope that Admiral Nomura, the Ambassador, will be able to improve relations. [424, 561, 553, 659]
headline: NAVAL BOMBARDMENT [14, 794, 138, 828]
article-paragraph: He said the joint commission had been already established and determined the border. [561, 790, 690, 817]
column-4 [420, 32, 557, 1619]
dateline-credit: (United Press Assn.—Elec. Tel. Copyright) MEXICO CITY, March 6. [429, 758, 548, 775]
subheadline: HAMILTON BRANCH MEETING [974, 1027, 1102, 1052]
